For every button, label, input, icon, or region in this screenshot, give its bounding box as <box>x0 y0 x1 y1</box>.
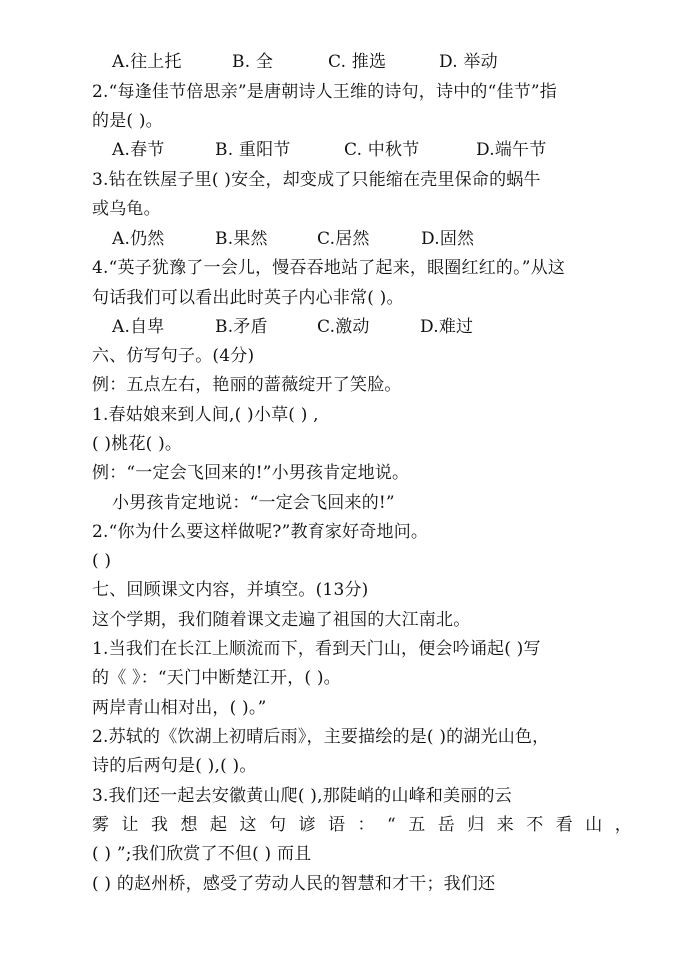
q1-option-b: B. 全 <box>232 52 274 72</box>
char: 这 <box>239 815 257 835</box>
char: 雾 <box>92 815 110 835</box>
char: 看 <box>555 815 573 835</box>
section7-item3-line4: ( ) 的赵州桥，感受了劳动人民的智慧和才干；我们还 <box>92 874 496 894</box>
q2-option-c: C. 中秋节 <box>344 140 420 160</box>
q4-text-line1: 4.“英子犹豫了一会儿，慢吞吞地站了起来，眼圈红红的。”从这 <box>92 258 566 278</box>
char: ， <box>614 815 632 835</box>
q2-option-b: B. 重阳节 <box>215 140 291 160</box>
q2-option-d: D.端午节 <box>476 140 547 160</box>
section6-example1: 例：五点左右，艳丽的蔷薇绽开了笑脸。 <box>92 375 402 395</box>
q4-option-d: D.难过 <box>420 317 474 337</box>
char: 五 <box>408 815 426 835</box>
q2-text-line2: 的是( )。 <box>92 111 163 131</box>
section7-item3-line2 <box>92 814 632 836</box>
section6-item1-line2: ( )桃花( )。 <box>92 434 183 454</box>
section6-item2-line1: 2.“你为什么要这样做呢?”教育家好奇地问。 <box>92 522 429 542</box>
q2-text-line1: 2.“每逢佳节倍思亲”是唐朝诗人王维的诗句，诗中的“佳节”指 <box>92 82 557 102</box>
q1-option-d: D. 举动 <box>439 52 498 72</box>
char: 岳 <box>437 815 455 835</box>
char: 句 <box>269 815 287 835</box>
char: ： <box>357 815 375 835</box>
section6-example2-line1: 例：“一定会飞回来的!”小男孩肯定地说。 <box>92 463 410 483</box>
q1-option-c: C. 推选 <box>328 52 387 72</box>
char: 不 <box>526 815 544 835</box>
q3-option-b: B.果然 <box>215 229 268 249</box>
q1-option-a: A.往上托 <box>112 52 182 72</box>
section7-item1-line2: 的《 》：“天门中断楚江开，( )。 <box>92 668 341 688</box>
char: 山 <box>585 815 603 835</box>
section7-item1-line1: 1.当我们在长江上顺流而下，看到天门山，便会吟诵起( )写 <box>92 639 541 659</box>
q3-option-d: D.固然 <box>421 229 475 249</box>
q3-text-line1: 3.钻在铁屋子里( )安全，却变成了只能缩在壳里保命的蜗牛 <box>92 170 541 190</box>
section7-item3-line1: 3.我们还一起去安徽黄山爬( ),那陡峭的山峰和美丽的云 <box>92 786 512 806</box>
q2-option-a: A.春节 <box>112 140 165 160</box>
section7-intro: 这个学期，我们随着课文走遍了祖国的大江南北。 <box>92 610 471 630</box>
section6-item2-answer-line: ( ) <box>92 551 112 571</box>
q4-text-line2: 句话我们可以看出此时英子内心非常( )。 <box>92 288 404 308</box>
section6-item1-line1: 1.春姑娘来到人间,( )小草( ) , <box>92 405 319 425</box>
q4-option-b: B.矛盾 <box>215 317 268 337</box>
char: “ <box>387 815 396 835</box>
char: 我 <box>151 815 169 835</box>
section6-example2-line2: 小男孩肯定地说：“一定会飞回来的!” <box>112 493 395 513</box>
section6-title: 六、仿写句子。(4分) <box>92 346 255 366</box>
q3-option-a: A.仍然 <box>112 229 165 249</box>
char: 归 <box>467 815 485 835</box>
section7-title: 七、回顾课文内容，并填空。(13分) <box>92 580 369 600</box>
q4-option-a: A.自卑 <box>112 317 165 337</box>
char: 语 <box>328 815 346 835</box>
char: 起 <box>210 815 228 835</box>
q3-option-c: C.居然 <box>317 229 370 249</box>
char: 来 <box>496 815 514 835</box>
char: 让 <box>121 815 139 835</box>
section7-item2-line2: 诗的后两句是( ),( )。 <box>92 756 257 776</box>
section7-item1-line3: 两岸青山相对出，( )。” <box>92 698 267 718</box>
char: 想 <box>180 815 198 835</box>
q3-text-line2: 或乌龟。 <box>92 199 161 219</box>
section7-item2-line1: 2.苏轼的《饮湖上初晴后雨》，主要描绘的是( )的湖光山色， <box>92 727 550 747</box>
section7-item3-line3: ( ) ”;我们欣赏了不但( ) 而且 <box>92 844 312 864</box>
char: 谚 <box>298 815 316 835</box>
q4-option-c: C.激动 <box>317 317 370 337</box>
